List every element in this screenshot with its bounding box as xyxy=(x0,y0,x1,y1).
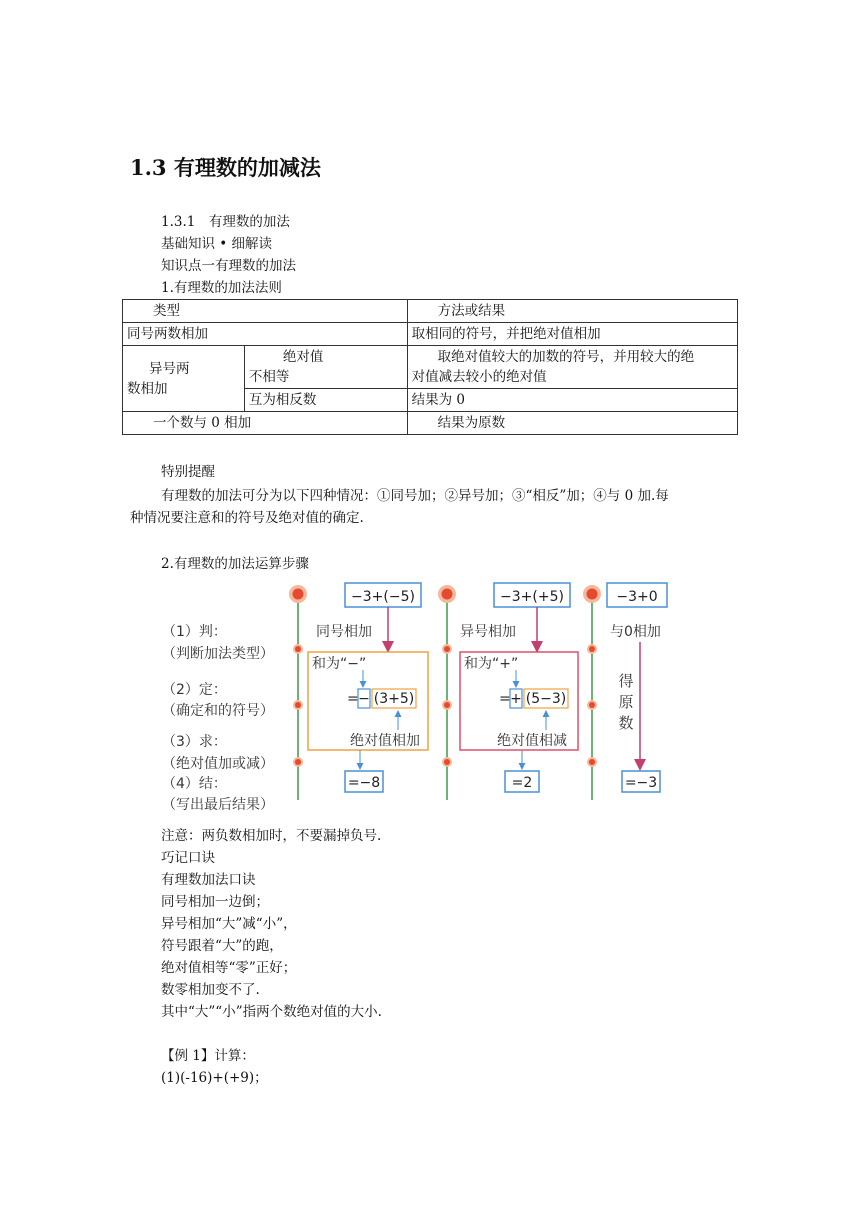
example-title: 【例 1】计算： xyxy=(161,1048,255,1064)
header-method: 方法或结果 xyxy=(407,300,737,323)
vertical-label: 原 xyxy=(618,693,634,711)
page-title: 1.3 有理数的加减法 xyxy=(130,155,321,180)
mnemonic-note: 其中“大”“小”指两个数绝对值的大小. xyxy=(161,1004,382,1020)
vertical-label: 数 xyxy=(618,714,634,732)
expression: −3+(−5) xyxy=(351,589,415,605)
table-row xyxy=(123,323,738,346)
addition-steps-diagram xyxy=(160,578,700,818)
cell-line: 不相等 xyxy=(248,369,290,385)
step-note: （确定和的符号） xyxy=(162,703,274,719)
sign-rule: 和为“+” xyxy=(464,656,519,672)
table-row xyxy=(123,412,738,435)
cell-subtype: 互为相反数 xyxy=(244,389,407,412)
subheading-basics: 基础知识 • 细解读 xyxy=(161,236,273,252)
sign-value: + xyxy=(510,691,522,707)
header-type: 类型 xyxy=(123,300,408,323)
result: =2 xyxy=(511,775,533,791)
step-label: （3）求： xyxy=(162,734,227,750)
step-note: （绝对值加或减） xyxy=(162,756,274,772)
cell-subtype xyxy=(244,346,407,389)
example-question: (1)(-16)+(+9)； xyxy=(161,1070,268,1086)
equals-sign: = xyxy=(499,691,511,707)
tip-title: 特别提醒 xyxy=(161,464,215,480)
cell-type: 同号两数相加 xyxy=(123,323,408,346)
cell-method: 结果为原数 xyxy=(407,412,737,435)
steps-heading: 2.有理数的加法运算步骤 xyxy=(161,556,309,572)
case-type: 与0相加 xyxy=(610,624,661,640)
abs-expression: (3+5) xyxy=(373,691,415,707)
expression: −3+0 xyxy=(616,589,658,605)
sign-rule: 和为“−” xyxy=(312,656,367,672)
abs-expression: (5−3) xyxy=(525,691,567,707)
step-note: （写出最后结果） xyxy=(162,797,274,813)
abs-operation: 绝对值相减 xyxy=(497,733,567,749)
cell-method xyxy=(407,346,737,389)
abs-operation: 绝对值相加 xyxy=(350,733,420,749)
mnemonic-line: 同号相加一边倒； xyxy=(161,894,269,910)
addition-rules-table xyxy=(122,299,738,435)
cell-method: 取相同的符号，并把绝对值相加 xyxy=(407,323,737,346)
tip-line: 有理数的加法可分为以下四种情况：①同号加；②异号加；③“相反”加；④与 0 加.每 xyxy=(161,488,669,504)
mnemonic-name: 有理数加法口诀 xyxy=(161,872,256,888)
cell-line: 异号两 xyxy=(149,360,190,377)
equals-sign: = xyxy=(347,691,359,707)
section-heading: 1.3.1 有理数的加法 xyxy=(161,214,290,230)
mnemonic-line: 数零相加变不了. xyxy=(161,982,260,998)
cell-line: 绝对值 xyxy=(282,349,324,365)
case-type: 同号相加 xyxy=(316,624,372,640)
expression: −3+(+5) xyxy=(500,589,564,605)
step-label: （1）判： xyxy=(162,624,227,640)
rules-heading: 1.有理数的加法法则 xyxy=(161,280,282,296)
mnemonic-line: 绝对值相等“零”正好； xyxy=(161,960,297,976)
cell-method: 结果为 0 xyxy=(407,389,737,412)
step-note: （判断加法类型） xyxy=(162,646,274,662)
result: =−8 xyxy=(347,775,381,791)
result: =−3 xyxy=(624,775,658,791)
mnemonic-title: 巧记口诀 xyxy=(161,850,215,866)
table-row xyxy=(123,346,738,389)
cell-type: 一个数与 0 相加 xyxy=(123,412,408,435)
cell-line: 取绝对值较大的加数的符号，并用较大的绝 xyxy=(437,349,695,365)
table-header-row xyxy=(123,300,738,323)
mnemonic-line: 异号相加“大”减“小”， xyxy=(161,916,297,932)
tip-line: 种情况要注意和的符号及绝对值的确定. xyxy=(130,510,364,526)
note-text: 注意：两负数相加时，不要漏掉负号. xyxy=(161,828,382,844)
step-label: （2）定： xyxy=(162,682,227,698)
cell-type xyxy=(123,346,245,412)
subheading-knowledge-point: 知识点一有理数的加法 xyxy=(161,258,296,274)
step-label: （4）结： xyxy=(162,776,227,792)
cell-line: 对值减去较小的绝对值 xyxy=(411,369,547,385)
cell-line: 数相加 xyxy=(127,380,168,397)
sign-value: − xyxy=(358,691,370,707)
mnemonic-line: 符号跟着“大”的跑， xyxy=(161,938,283,954)
case-type: 异号相加 xyxy=(460,624,516,640)
vertical-label: 得 xyxy=(618,672,634,690)
